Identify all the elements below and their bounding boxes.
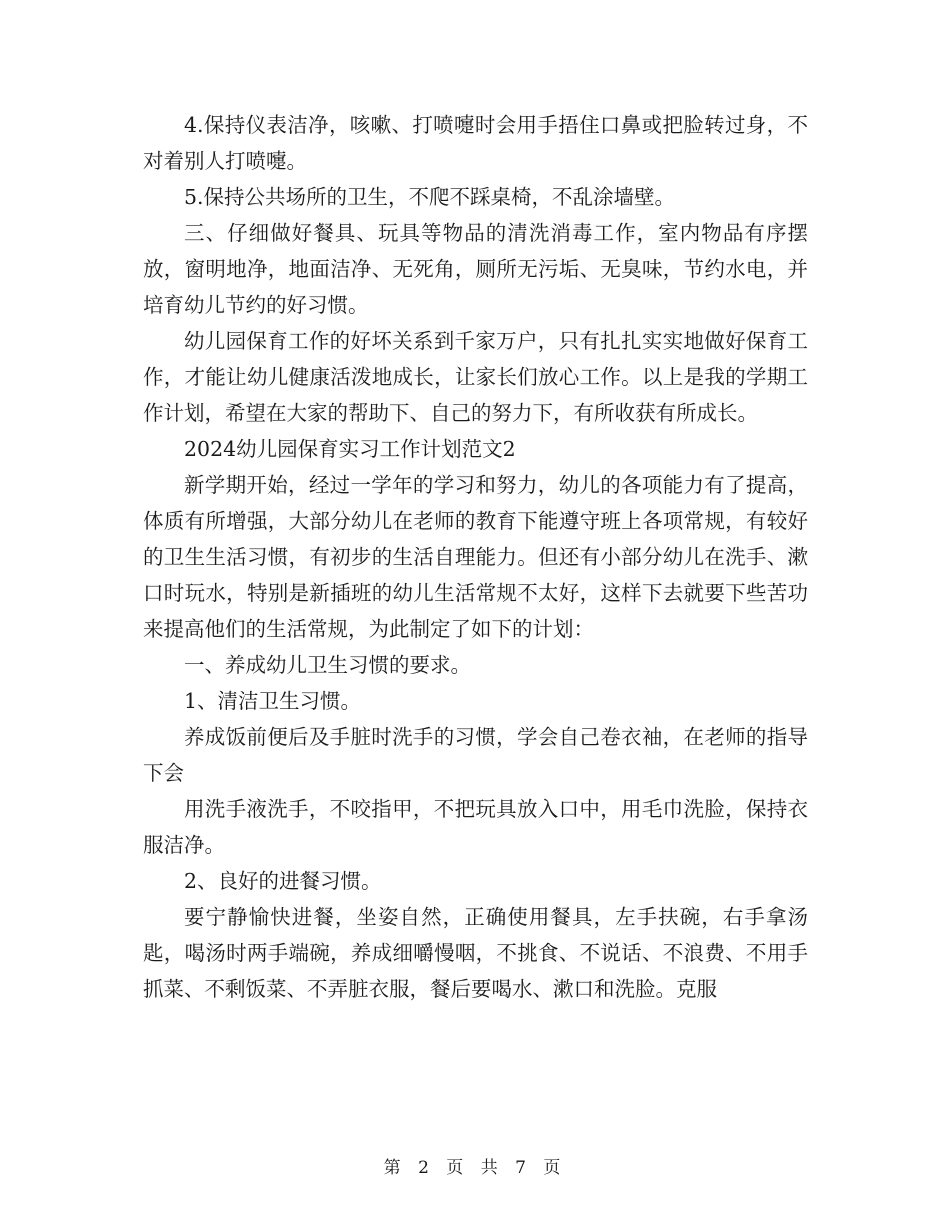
paragraph-section-1-heading: 一、养成幼儿卫生习惯的要求。 <box>184 653 471 677</box>
paragraph-item-4-appearance: 4.保持仪表洁净，咳嗽、打喷嚏时会用手捂住口鼻或把脸转过身，不对着别人打喷嚏。 <box>143 113 808 173</box>
section-heading-sample-2: 2024幼儿园保育实习工作计划范文2 <box>184 437 516 461</box>
paragraph-eating-habits: 要宁静愉快进餐，坐姿自然，正确使用餐具，左手扶碗，右手拿汤匙，喝汤时两手端碗，养成细嚼慢咽，不挑食、不说话、不浪费、不用手抓菜、不剩饭菜、不弄脏衣服，餐后要喝水、漱口和洗脸。克服 <box>143 905 808 1001</box>
paragraph-subheading-1-cleanliness: 1、清洁卫生习惯。 <box>184 689 362 713</box>
paragraph-conclusion: 幼儿园保育工作的好坏关系到千家万户，只有扎扎实实地做好保育工作，才能让幼儿健康活泼地成长，让家长们放心工作。以上是我的学期工作计划，希望在大家的帮助下、自己的努力下，有所收获有所成长。 <box>143 329 808 425</box>
paragraph-subheading-2-eating: 2、良好的进餐习惯。 <box>184 869 382 893</box>
paragraph-section-3-disinfection: 三、仔细做好餐具、玩具等物品的清洗消毒工作，室内物品有序摆放，窗明地净，地面洁净、无死角，厕所无污垢、无臭味，节约水电，并培育幼儿节约的好习惯。 <box>143 221 808 317</box>
paragraph-handwashing: 养成饭前便后及手脏时洗手的习惯，学会自己卷衣袖，在老师的指导下会 <box>143 725 808 785</box>
paragraph-introduction: 新学期开始，经过一学年的学习和努力，幼儿的各项能力有了提高，体质有所增强，大部分幼儿在老师的教育下能遵守班上各项常规，有较好的卫生生活习惯，有初步的生活自理能力。但还有小部分幼儿在洗手、漱口时玩水，特别是新插班的幼儿生活常规不太好，这样下去就要下些苦功来提高他们的生活常规，为此制定了如下的计划： <box>143 473 808 641</box>
paragraph-handwashing-continued: 用洗手液洗手，不咬指甲，不把玩具放入口中，用毛巾洗脸，保持衣服洁净。 <box>143 797 808 857</box>
document-body <box>143 107 808 1007</box>
paragraph-item-5-public-hygiene: 5.保持公共场所的卫生，不爬不踩桌椅，不乱涂墙壁。 <box>184 185 676 209</box>
page-number-footer: 第 2 页 共 7 页 <box>383 1158 567 1178</box>
